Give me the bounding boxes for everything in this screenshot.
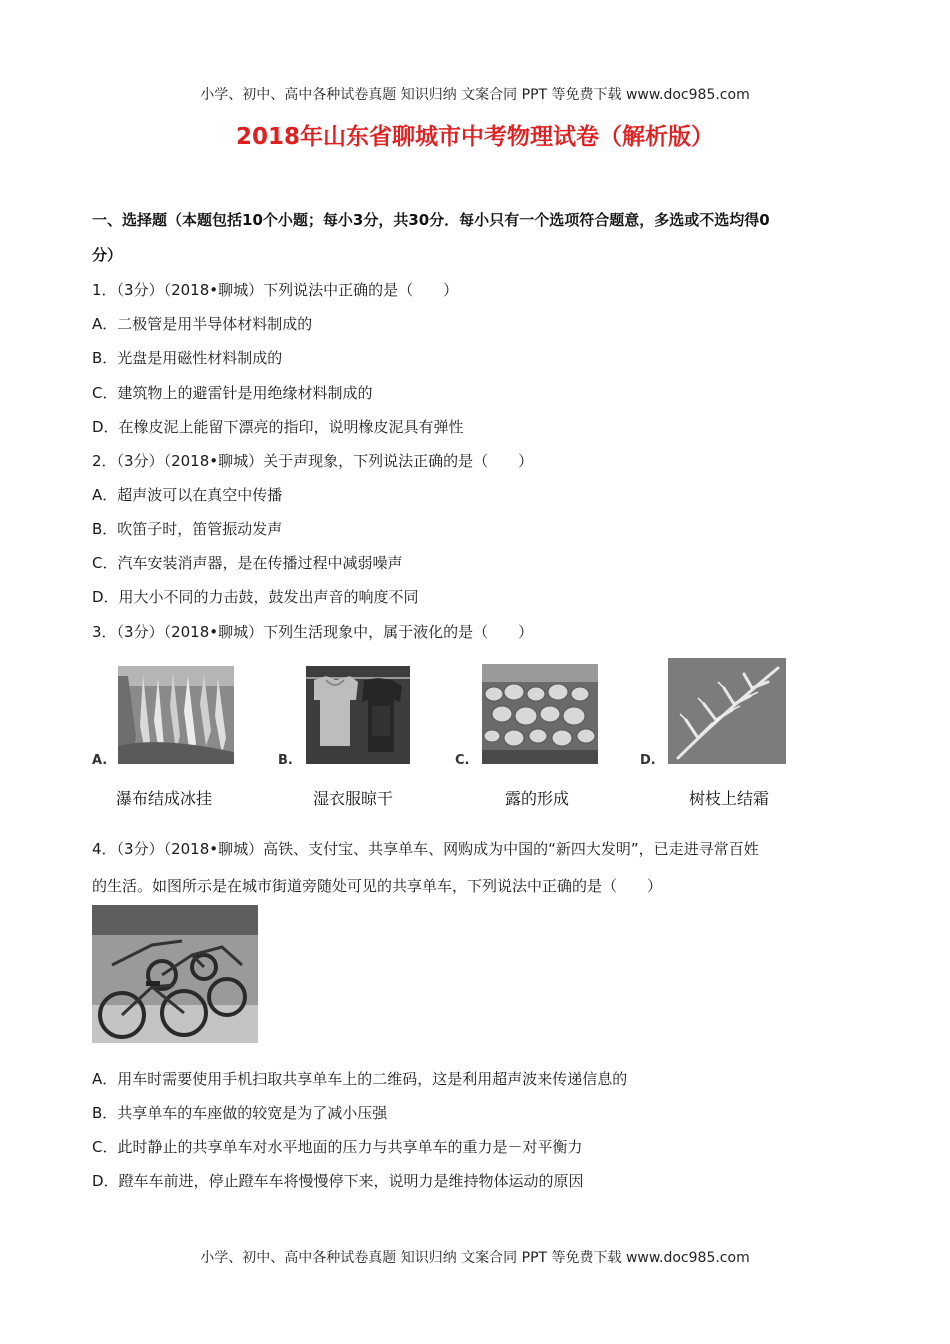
header-watermark-note: 小学、初中、高中各种试卷真题 知识归纳 文案合同 PPT 等免费下载 www.doc985.com	[200, 87, 750, 103]
question-1-option-b: B．光盘是用磁性材料制成的	[92, 349, 283, 367]
question-4-option-d: D．蹬车车前进，停止蹬车车将慢慢停下来，说明力是维持物体运动的原因	[92, 1172, 584, 1190]
figure-b-caption: 湿衣服晾干	[312, 789, 393, 808]
question-4-option-b: B．共享单车的车座做的较宽是为了减小压强	[92, 1104, 388, 1122]
question-2-option-c: C．汽车安装消声器，是在传播过程中减弱噪声	[92, 554, 403, 572]
figure-a-caption: 瀑布结成冰挂	[115, 789, 212, 808]
figure-b-drying-clothes-photo	[306, 666, 410, 764]
question-4-stem-line2: 的生活。如图所示是在城市街道旁随处可见的共享单车，下列说法中正确的是（ ）	[92, 877, 663, 895]
figure-c-letter: C.	[455, 753, 470, 768]
question-4-option-c: C．此时静止的共享单车对水平地面的压力与共享单车的重力是－对平衡力	[92, 1138, 583, 1156]
page-title: 2018年山东省聊城市中考物理试卷（解析版）	[235, 124, 714, 150]
figure-a-frozen-waterfall-photo	[118, 666, 234, 764]
figure-b-letter: B.	[278, 753, 293, 768]
figure-a-letter: A.	[92, 753, 108, 768]
figure-d-caption: 树枝上结霜	[688, 789, 769, 808]
question-1-option-c: C．建筑物上的避雷针是用绝缘材料制成的	[92, 384, 373, 402]
figure-c-dew-photo	[482, 664, 598, 764]
question-4-stem-line1: 4．（3分）（2018•聊城）高铁、支付宝、共享单车、网购成为中国的“新四大发明”，已走进寻常百姓	[92, 840, 759, 858]
question-1-option-a: A．二极管是用半导体材料制成的	[92, 315, 313, 333]
question-3-stem: 3．（3分）（2018•聊城）下列生活现象中，属于液化的是（ ）	[92, 623, 534, 641]
footer-watermark-note: 小学、初中、高中各种试卷真题 知识归纳 文案合同 PPT 等免费下载 www.doc985.com	[200, 1250, 750, 1266]
figure-c-caption: 露的形成	[504, 789, 569, 808]
section-heading-line2: 分）	[92, 246, 123, 264]
question-1-option-d: D．在橡皮泥上能留下漂亮的指印，说明橡皮泥具有弹性	[92, 418, 464, 436]
question-1-stem: 1．（3分）（2018•聊城）下列说法中正确的是（ ）	[92, 281, 459, 299]
question-2-stem: 2．（3分）（2018•聊城）关于声现象，下列说法正确的是（ ）	[92, 452, 534, 470]
question-2-option-d: D．用大小不同的力击鼓，鼓发出声音的响度不同	[92, 588, 419, 606]
figure-d-frost-branch-photo	[668, 658, 786, 764]
figure-d-letter: D.	[640, 753, 656, 768]
question-2-option-b: B．吹笛子时，笛管振动发声	[92, 520, 283, 538]
question-2-option-a: A．超声波可以在真空中传播	[92, 486, 283, 504]
section-heading-line1: 一、选择题（本题包括10个小题；每小3分，共30分．每小只有一个选项符合题意，多选或不选均得0	[92, 211, 770, 229]
question-4-option-a: A．用车时需要使用手机扫取共享单车上的二维码，这是利用超声波来传递信息的	[92, 1070, 628, 1088]
shared-bikes-photo	[92, 905, 258, 1043]
